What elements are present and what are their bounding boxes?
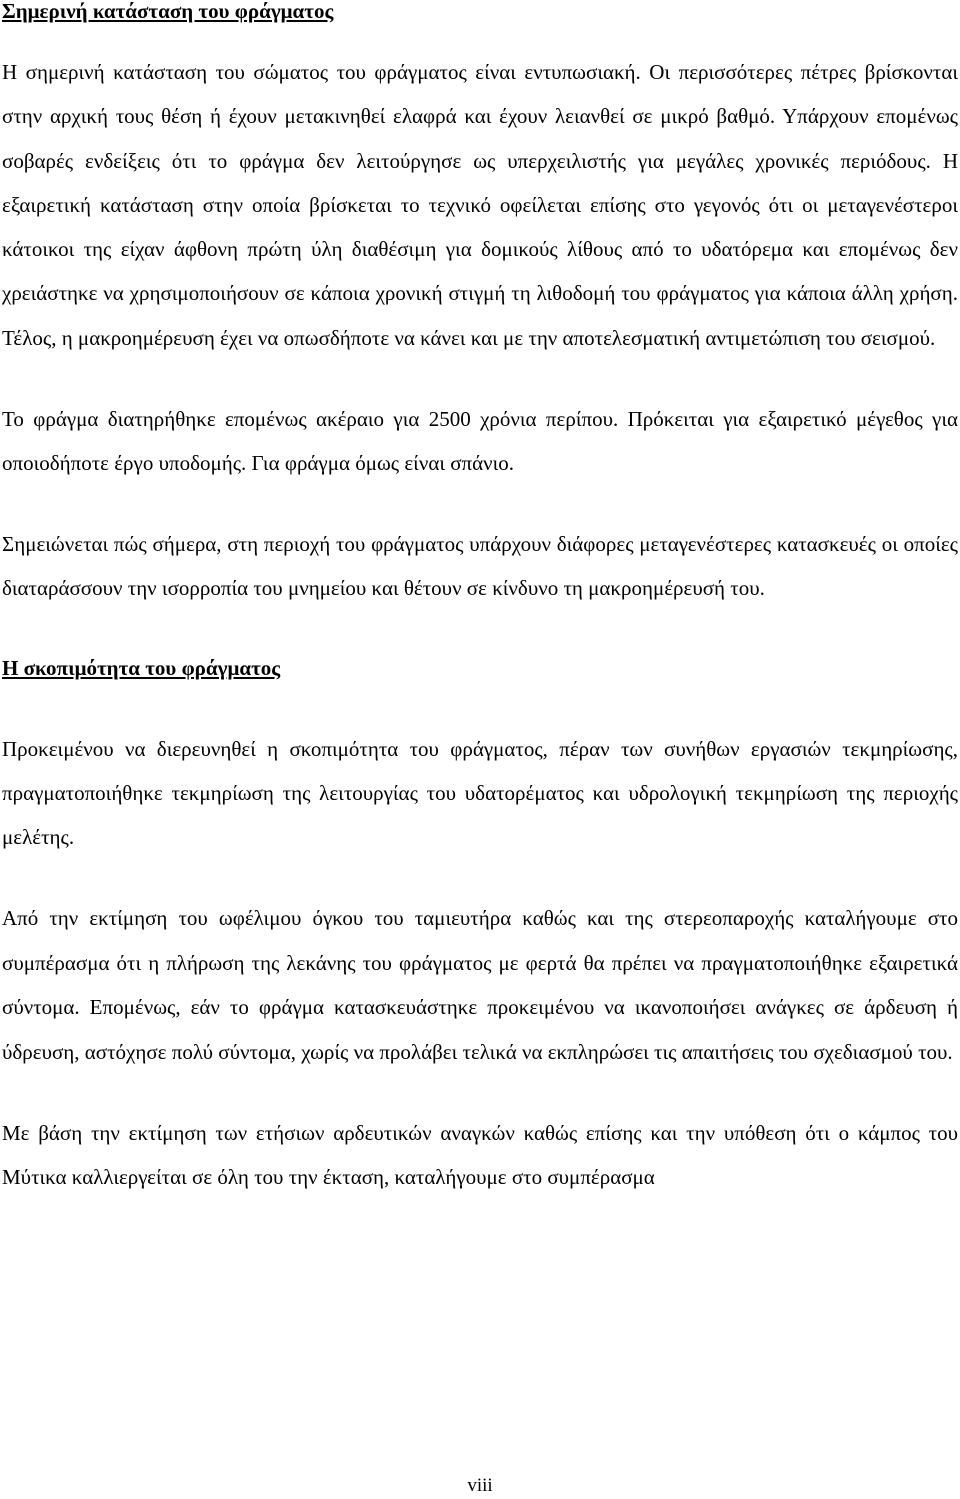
spacer [2, 859, 958, 896]
paragraph: Το φράγμα διατηρήθηκε επομένως ακέραιο για 2500 χρόνια περίπου. Πρόκειται για εξαιρετικό μέγεθος για οποιοδήποτε έργο υποδομής. Για φράγμα όμως είναι σπάνιο. [2, 407, 958, 476]
page-number: viii [467, 1475, 493, 1496]
section-heading-current-state: Σημερινή κατάσταση του φράγματος [2, 0, 334, 23]
spacer [2, 1074, 958, 1111]
paragraph: Η σημερινή κατάσταση του σώματος του φράγματος είναι εντυπωσιακή. Οι περισσότερες πέτρες βρίσκονται στην αρχική τους θέση ή έχουν μετακινηθεί ελαφρά και έχουν λειανθεί σε μικρό βαθμό. Υπάρχουν επομένως σοβαρές ενδείξεις ότι το φράγμα δεν λειτούργησε ως υπερχειλιστής για μεγάλες χρονικές περιόδους. Η εξαιρετική κατάσταση στην οποία βρίσκεται το τεχνικό οφείλεται επίσης στο γεγονός ότι οι μεταγενέστεροι κάτοικοι της είχαν άφθονη πρώτη ύλη διαθέσιμη για δομικούς λίθους από το υδατόρεμα και επομένως δεν χρειάστηκε να χρησιμοποιήσουν σε κάποια χρονική στιγμή τη λιθοδομή του φράγματος για κάποια άλλη χρήση. Τέλος, η μακροημέρευση έχει να οπωσδήποτε να κάνει και με την αποτελεσματική αντιμετώπιση του σεισμού. [2, 60, 958, 350]
paragraph: Από την εκτίμηση του ωφέλιμου όγκου του ταμιευτήρα καθώς και της στερεοπαροχής καταλήγουμε στο συμπέρασμα ότι η πλήρωση της λεκάνης του φράγματος με φερτά θα πρέπει να πραγματοποιήθηκε εξαιρετικά σύντομα. Επομένως, εάν το φράγμα κατασκευάστηκε προκειμένου να ικανοποιήσει ανάγκες σε άρδευση ή ύδρευση, αστόχησε πολύ σύντομα, χωρίς να προλάβει τελικά να εκπληρώσει τις απαιτήσεις του σχεδιασμού του. [2, 906, 958, 1064]
paragraph: Με βάση την εκτίμηση των ετήσιων αρδευτικών αναγκών καθώς επίσης και την υπόθεση ότι ο κάμπος του Μύτικα καλλιεργείται σε όλη του την έκταση, καταλήγουμε στο συμπέρασμα [2, 1121, 958, 1190]
paragraph: Σημειώνεται πώς σήμερα, στη περιοχή του φράγματος υπάρχουν διάφορες μεταγενέστερες κατασκευές οι οποίες διαταράσσουν την ισορροπία του μνημείου και θέτουν σε κίνδυνο τη μακροημέρευσή του. [2, 532, 958, 601]
spacer [2, 360, 958, 397]
paragraph: Προκειμένου να διερευνηθεί η σκοπιμότητα του φράγματος, πέραν των συνήθων εργασιών τεκμηρίωσης, πραγματοποιήθηκε τεκμηρίωση της λειτουργίας του υδατορέματος και υδρολογική τεκμηρίωση της περιοχής μελέτης. [2, 737, 958, 850]
spacer [2, 681, 958, 727]
section-heading-purpose: Η σκοπιμότητα του φράγματος [2, 656, 281, 681]
spacer [2, 610, 958, 655]
spacer [2, 24, 958, 50]
spacer [2, 485, 958, 522]
